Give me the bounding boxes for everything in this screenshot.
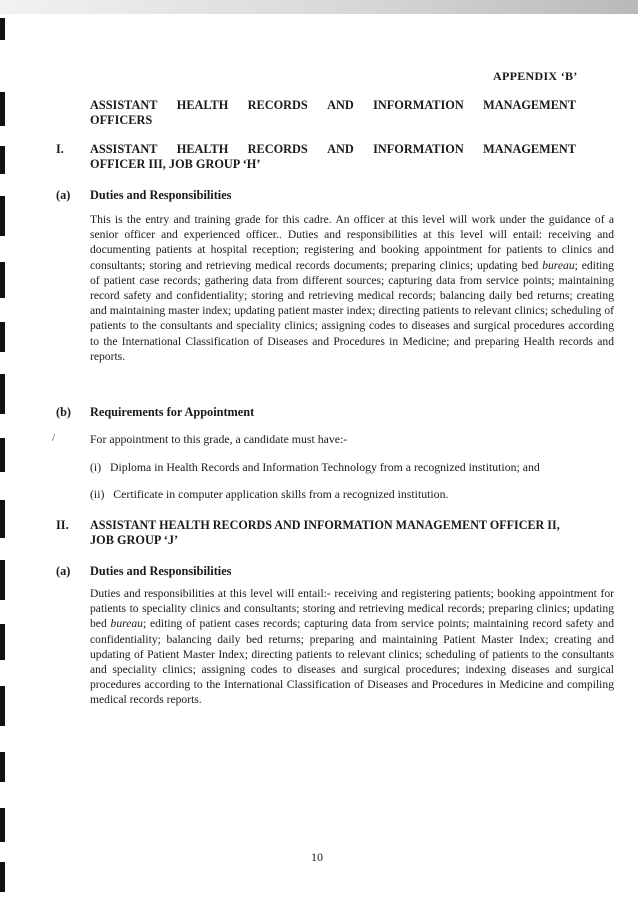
list-item-text: Certificate in computer application skills from a recognized institution. — [113, 487, 449, 501]
section-1-title-line2: OFFICER III, JOB GROUP ‘H’ — [90, 157, 261, 171]
list-item-label: (ii) — [90, 487, 105, 501]
section-2-title — [90, 518, 618, 548]
section-1a-label: (a) — [56, 188, 71, 202]
list-item-label: (i) — [90, 460, 102, 474]
section-1-title-word: HEALTH — [176, 142, 229, 156]
main-title-word: AND — [327, 98, 354, 112]
list-item-text: Diploma in Health Records and Information Technology from a recognized institution; and — [110, 460, 540, 474]
section-2-title-line2: JOB GROUP ‘J’ — [90, 533, 179, 547]
section-1b-label: (b) — [56, 405, 72, 419]
main-title-word: HEALTH — [176, 98, 229, 112]
main-title-word: ASSISTANT — [90, 98, 158, 112]
page-number: 10 — [311, 850, 323, 864]
section-1-title-word: ASSISTANT — [90, 142, 158, 156]
section-1b-heading: Requirements for Appointment — [90, 405, 255, 419]
section-1-title-word: MANAGEMENT — [483, 142, 576, 156]
list-item — [90, 487, 448, 502]
list-item — [90, 460, 540, 475]
section-1-title — [90, 142, 576, 172]
main-title-word: MANAGEMENT — [483, 98, 576, 112]
section-1-title-word: RECORDS — [247, 142, 308, 156]
section-2-title-line1: ASSISTANT HEALTH RECORDS AND INFORMATION MANAGEMENT OFFICER II, — [90, 518, 560, 532]
stray-pen-mark: / — [52, 432, 56, 444]
section-1b-intro: For appointment to this grade, a candidate must have:- — [90, 432, 348, 446]
section-1-title-word: AND — [327, 142, 354, 156]
section-1a-heading: Duties and Responsibilities — [90, 188, 232, 202]
section-2-number: II. — [56, 518, 69, 532]
section-2a-heading: Duties and Responsibilities — [90, 564, 232, 578]
section-1-title-word: INFORMATION — [373, 142, 464, 156]
main-title-word: INFORMATION — [373, 98, 464, 112]
section-1a-paragraph: This is the entry and training grade for this cadre. An officer at this level will work under the guidance of a senior officer and experienced officer.. Duties and responsibilities at this level will entail: receiving and documenting patients at hospital reception; registering and booking appointment for patients to clinics and consultants; storing and retrieving medical records documents; preparing clinics; updating bed bureau; editing of patient case records; gathering data from different sources; capturing data from service points; maintaining record safety and confidentiality; storing and retrieving medical records; balancing daily bed returns; creating and maintaining master index; updating patient master index; directing patients to relevant clinics; scheduling of patients to the consultants and speciality clinics; assigning codes to diseases and surgical procedures according to the International Classification of Diseases and Procedures in Medicine; and preparing Health records and reports. — [90, 213, 614, 363]
main-title — [90, 98, 576, 128]
section-2a-label: (a) — [56, 564, 71, 578]
section-2a-paragraph: Duties and responsibilities at this level will entail:- receiving and registering patients; booking appointment for patients to speciality clinics and consultants; storing and retrieving medical records; preparing clinics; updating bed bureau; editing of patient cases records; capturing data from service points; maintaining record safety and confidentiality; balancing daily bed returns; preparing and maintaining Patient Master Index; creating and updating of Patient Master Index; directing patients to relevant clinics; scheduling of patients to the consultants and speciality clinics; assigning codes to diseases and surgical procedures; indexing diseases and surgical procedures according to the International Classification of Diseases and Procedures in Medicine and compiling medical records reports. — [90, 587, 614, 707]
section-1-number: I. — [56, 142, 64, 156]
main-title-word: RECORDS — [247, 98, 308, 112]
main-title-line2: OFFICERS — [90, 113, 153, 127]
appendix-label: APPENDIX ‘B’ — [493, 69, 578, 83]
